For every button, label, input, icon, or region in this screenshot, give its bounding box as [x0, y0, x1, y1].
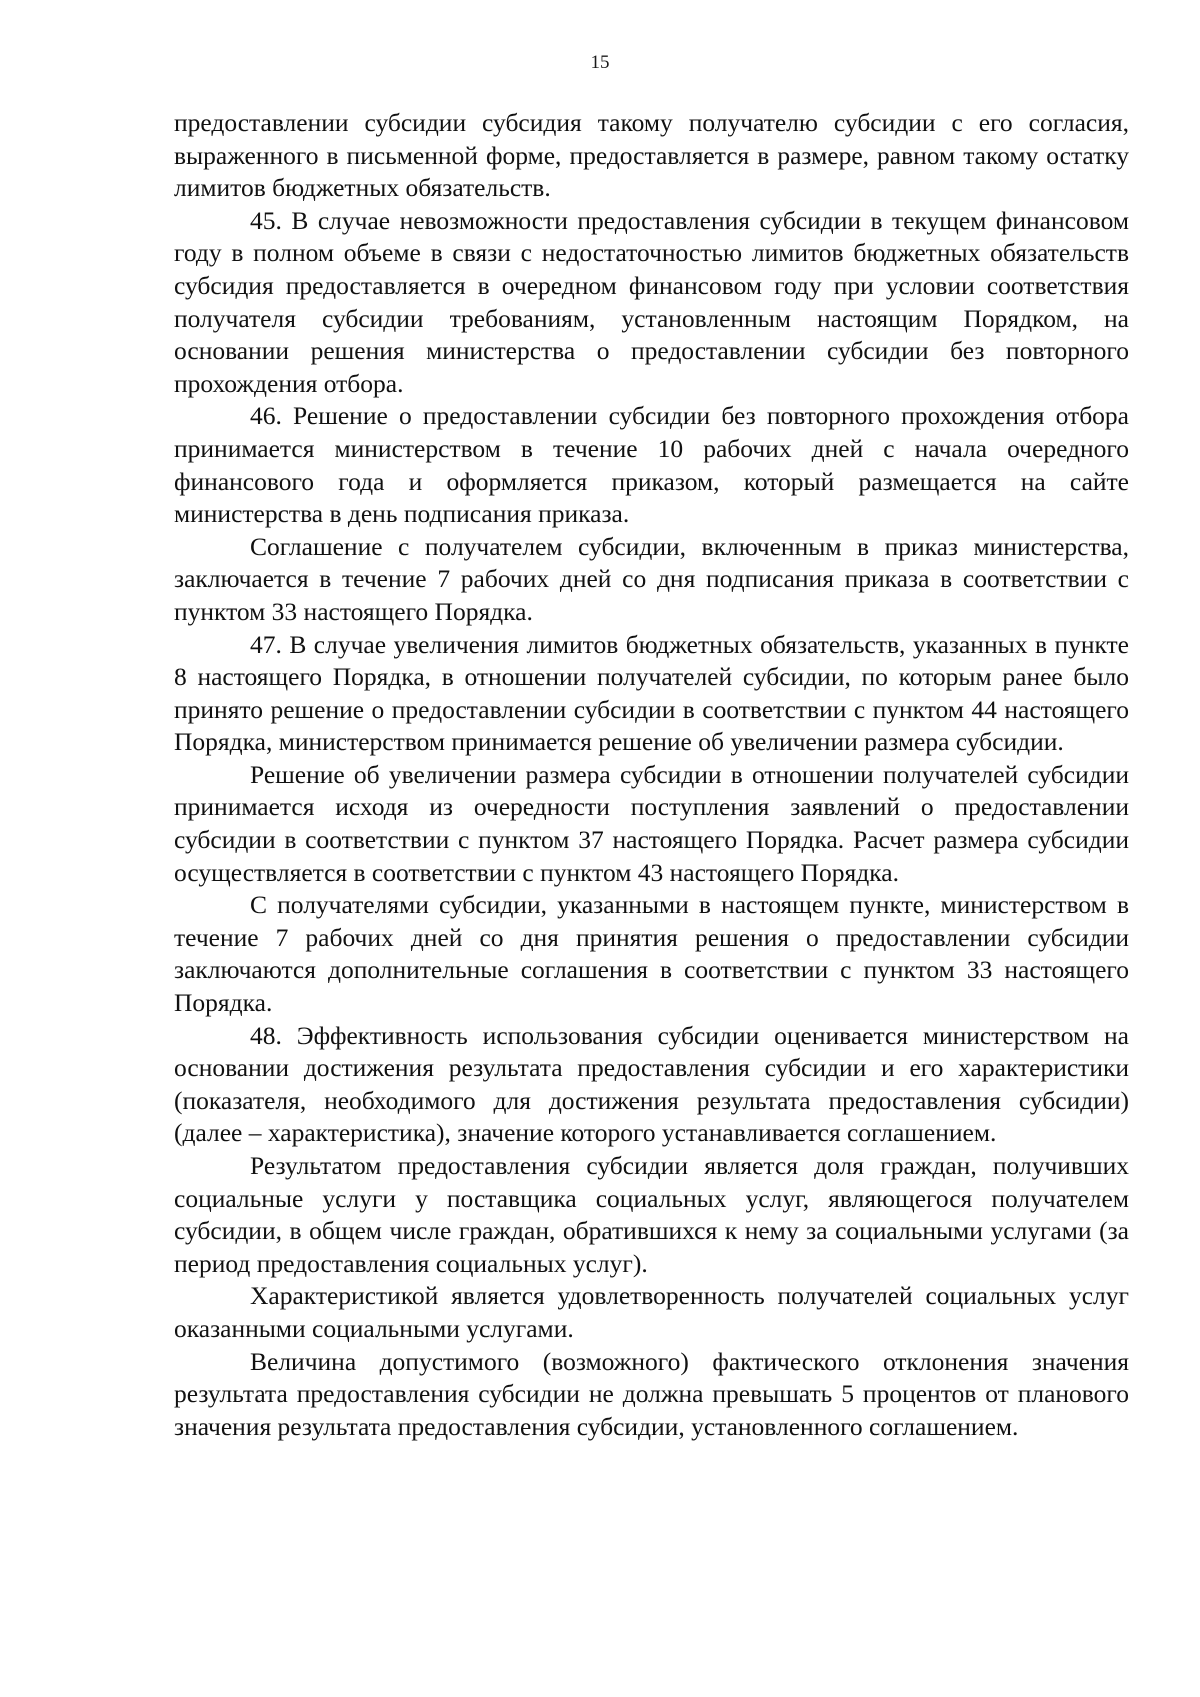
paragraph-increase-decision: Решение об увеличении размера субсидии в отношении получателей субсидии принимается исходя из очередности поступления заявлений о предоставлении субсидии в соответствии с пунктом 37 настоящего Порядка. Расчет размера субсидии осуществляется в соответствии с пунктом 43 настоящего Порядка.: [174, 759, 1129, 887]
paragraph-deviation: Величина допустимого (возможного) фактического отклонения значения результата предоставления субсидии не должна превышать 5 процентов от планового значения результата предоставления субсидии, установленного соглашением.: [174, 1346, 1129, 1441]
paragraph-continuation: предоставлении субсидии субсидия такому получателю субсидии с его согласия, выраженного в письменной форме, предоставляется в размере, равном такому остатку лимитов бюджетных обязательств.: [174, 108, 1129, 203]
paragraph-characteristic: Характеристикой является удовлетворенность получателей социальных услуг оказанными социальными услугами.: [174, 1281, 1129, 1343]
paragraph-item-48: 48. Эффективность использования субсидии оценивается министерством на основании достижения результата предоставления субсидии и его характеристики (показателя, необходимого для достижения результата предоставления субсидии) (далее – характеристика), значение которого устанавливается соглашением.: [174, 1020, 1129, 1148]
document-body: [174, 107, 1129, 1443]
page-number: 15: [590, 52, 610, 73]
paragraph-additional-agreements: С получателями субсидии, указанными в настоящем пункте, министерством в течение 7 рабочих дней со дня принятия решения о предоставлении субсидии заключаются дополнительные соглашения в соответствии с пунктом 33 настоящего Порядка.: [174, 890, 1129, 1018]
paragraph-item-47: 47. В случае увеличения лимитов бюджетных обязательств, указанных в пункте 8 настоящего Порядка, в отношении получателей субсидии, по которым ранее было принято решение о предоставлении субсидии в соответствии с пунктом 44 настоящего Порядка, министерством принимается решение об увеличении размера субсидии.: [174, 629, 1129, 757]
paragraph-item-46: 46. Решение о предоставлении субсидии без повторного прохождения отбора принимается министерством в течение 10 рабочих дней с начала очередного финансового года и оформляется приказом, который размещается на сайте министерства в день подписания приказа.: [174, 401, 1129, 529]
paragraph-result: Результатом предоставления субсидии является доля граждан, получивших социальные услуги у поставщика социальных услуг, являющегося получателем субсидии, в общем числе граждан, обратившихся к нему за социальными услугами (за период предоставления социальных услуг).: [174, 1151, 1129, 1278]
paragraph-item-45: 45. В случае невозможности предоставления субсидии в текущем финансовом году в полном объеме в связи с недостаточностью лимитов бюджетных обязательств субсидия предоставляется в очередном финансовом году при условии соответствия получателя субсидии требованиям, установленным настоящим Порядком, на основании решения министерства о предоставлении субсидии без повторного прохождения отбора.: [174, 205, 1129, 398]
paragraph-agreement: Соглашение с получателем субсидии, включенным в приказ министерства, заключается в течение 7 рабочих дней со дня подписания приказа в соответствии с пунктом 33 настоящего Порядка.: [174, 531, 1129, 626]
